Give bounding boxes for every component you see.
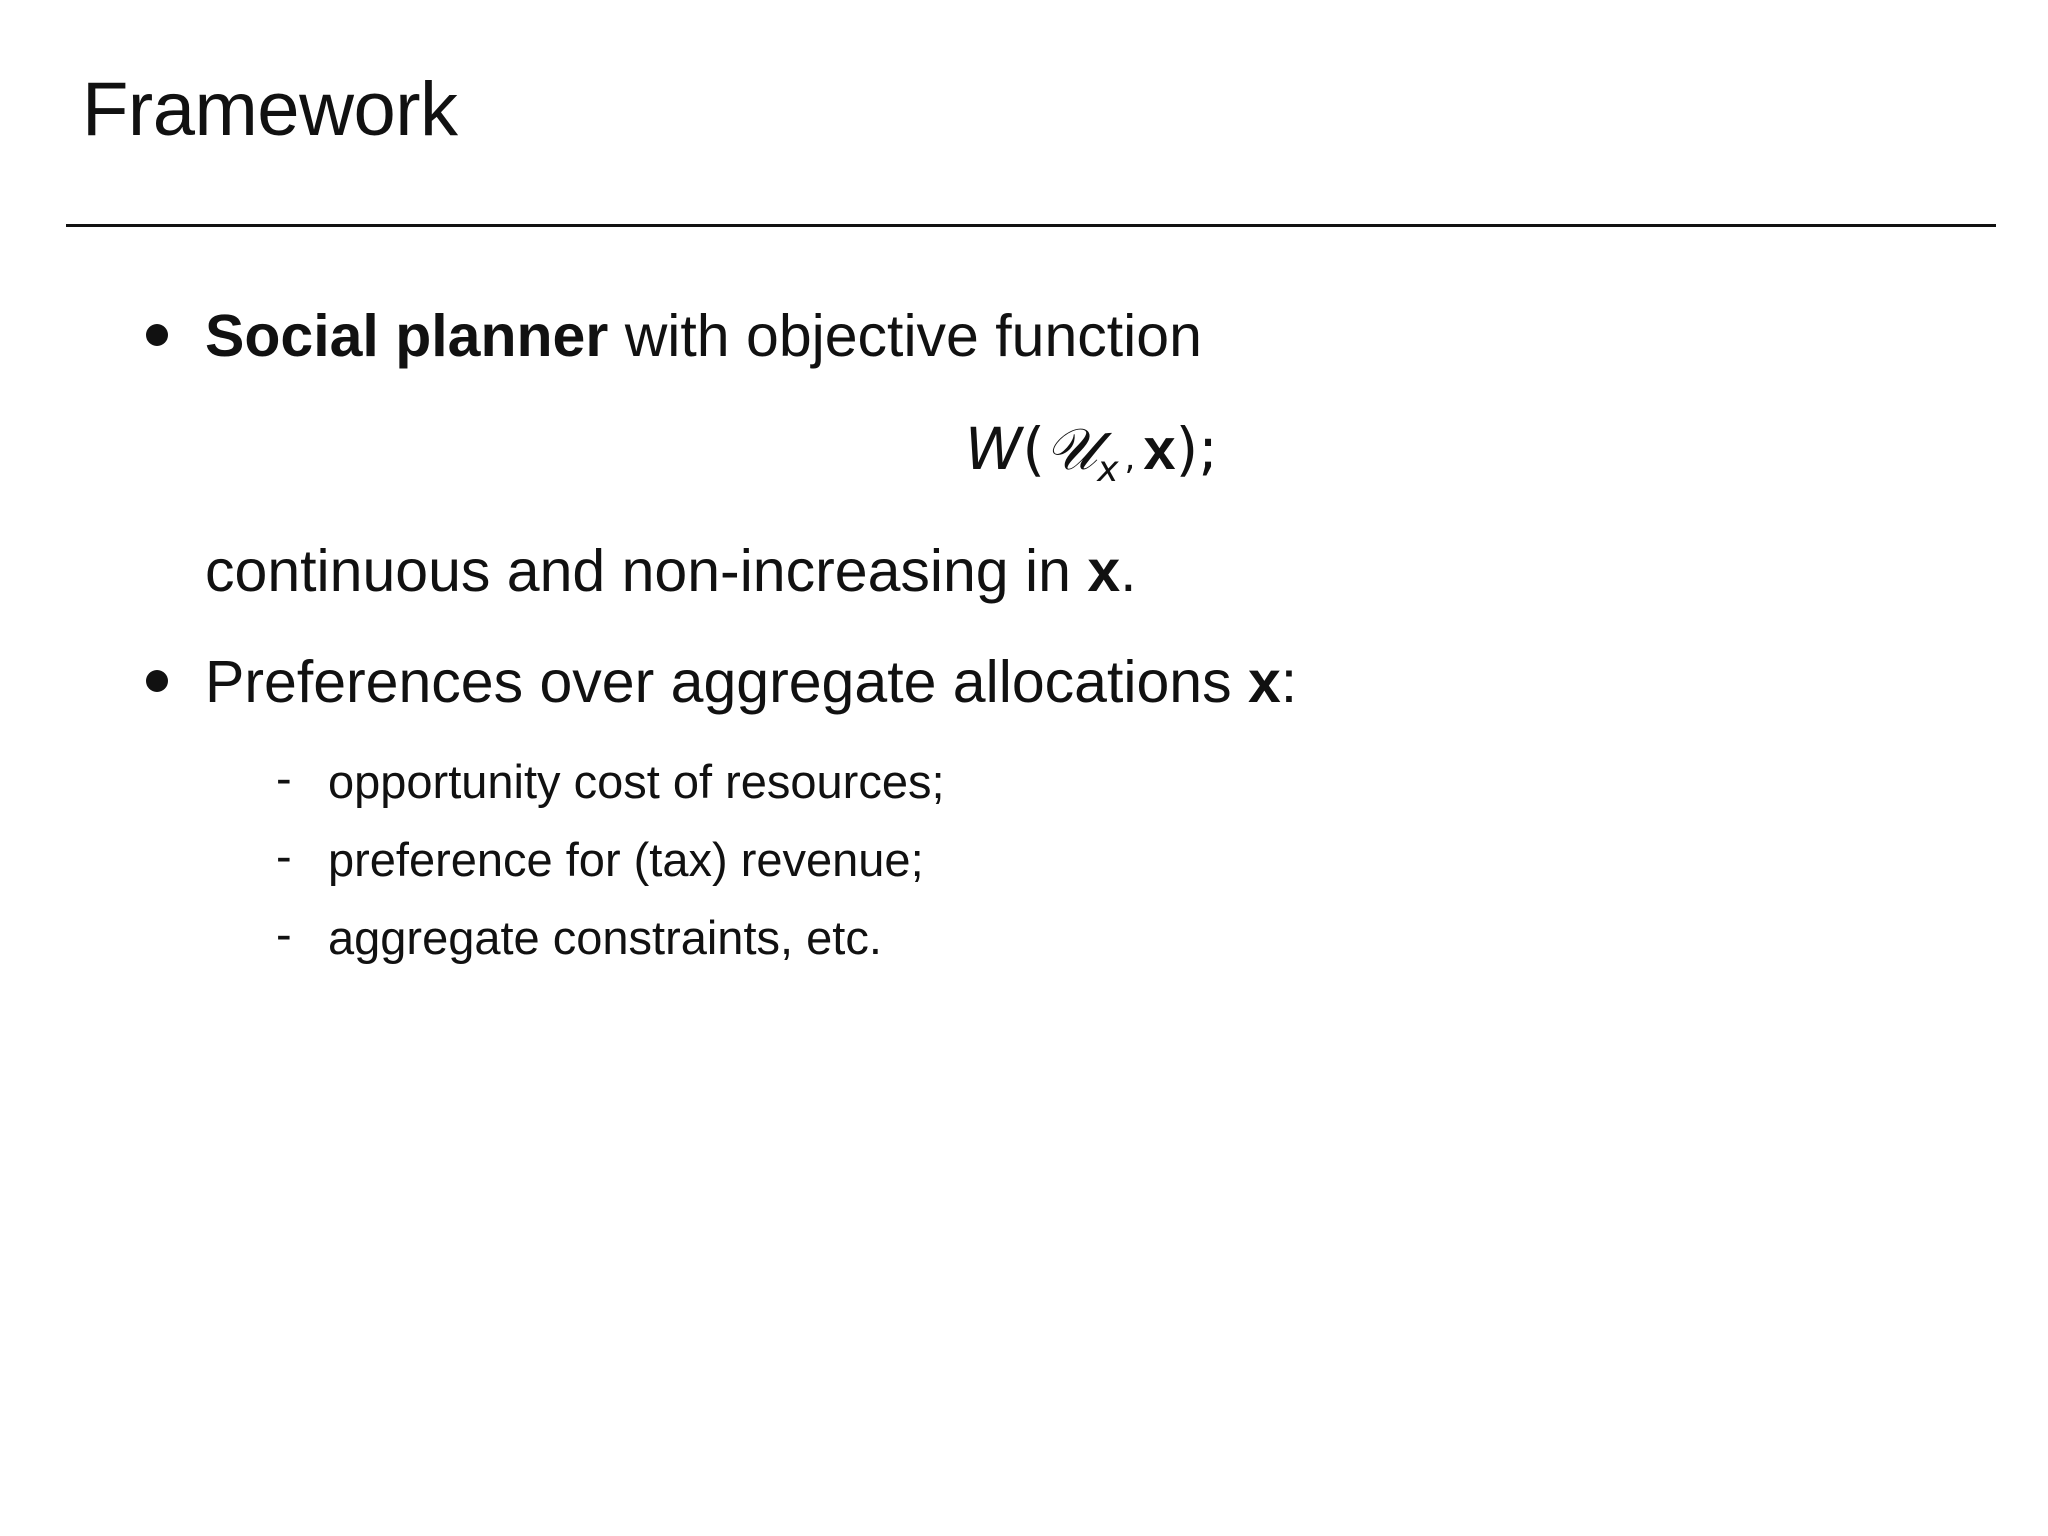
continuation-line <box>205 538 1137 604</box>
sub-item-opportunity-cost: opportunity cost of resources; <box>328 755 945 808</box>
bullet-social-planner <box>205 303 1202 369</box>
title-divider <box>66 224 1996 227</box>
formula-close: ); <box>1175 415 1218 483</box>
sub-item-aggregate-constraints: aggregate constraints, etc. <box>328 911 882 964</box>
dash-icon: - <box>276 907 292 960</box>
bullet-icon <box>146 670 168 692</box>
formula-x: x <box>1143 417 1176 482</box>
dash-icon: - <box>276 751 292 804</box>
formula-open: ( <box>1022 415 1045 483</box>
bullet-bold-term: Social planner <box>205 303 609 369</box>
slide-title: Framework <box>82 67 458 152</box>
bullet-text: with objective function <box>608 303 1202 369</box>
formula-W: W <box>965 415 1023 483</box>
dash-icon: - <box>276 829 292 882</box>
bullet-preferences <box>205 649 1298 715</box>
formula-subscript: x <box>1097 449 1119 490</box>
continuation-text: continuous and non-increasing in <box>205 538 1088 604</box>
continuation-suffix: . <box>1120 538 1137 604</box>
bullet-text: Preferences over aggregate allocations <box>205 649 1248 715</box>
bullet-icon <box>146 324 168 346</box>
continuation-var: x <box>1087 538 1121 604</box>
bullet-bold-var: x <box>1247 649 1281 715</box>
formula-U: 𝒰 <box>1045 415 1098 483</box>
objective-formula <box>965 415 1218 490</box>
sub-item-tax-revenue: preference for (tax) revenue; <box>328 833 924 886</box>
formula-comma: , <box>1124 438 1136 478</box>
bullet-suffix: : <box>1280 649 1298 715</box>
